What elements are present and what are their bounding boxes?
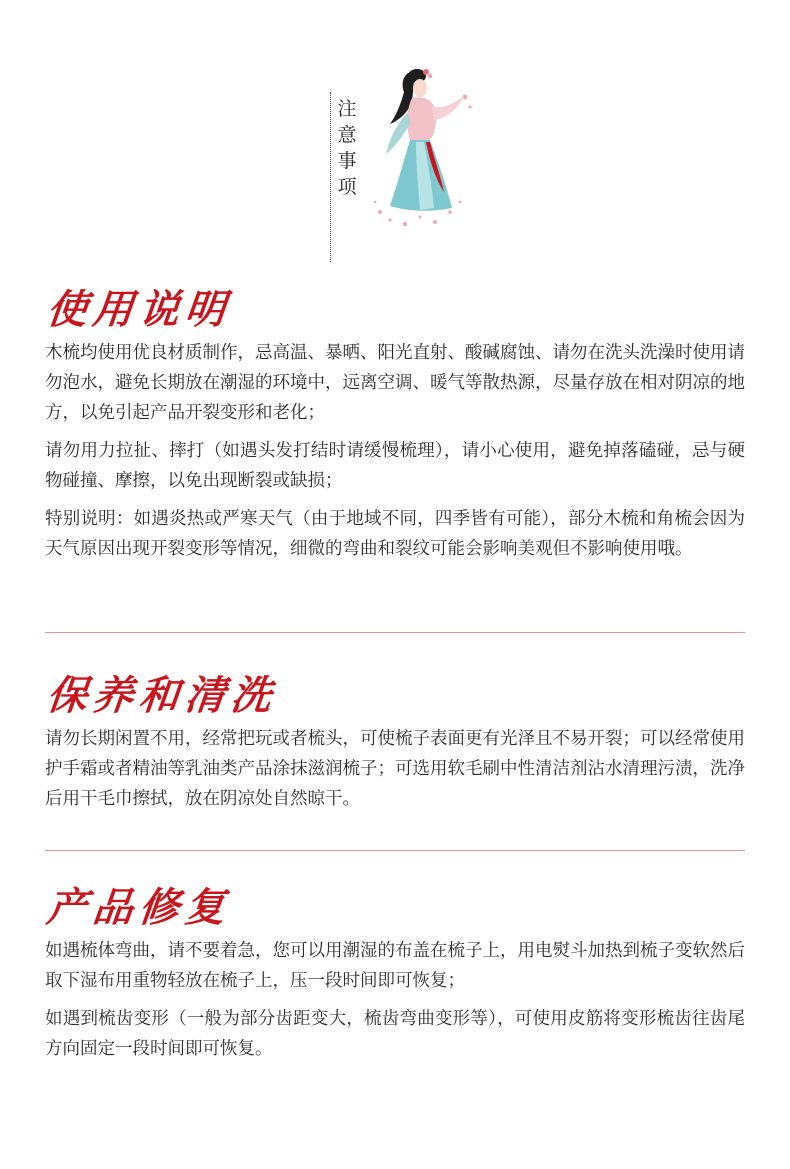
section-divider	[45, 632, 745, 633]
section-divider	[45, 850, 745, 851]
header-vertical-title	[334, 96, 360, 200]
usage-section	[45, 282, 745, 572]
maintenance-paragraph: 请勿长期闲置不用，经常把玩或者梳头，可使梳子表面更有光泽且不易开裂；可以经常使用护手霜或者精油等乳油类产品涂抹滋润梳子；可选用软毛刷中性清洁剂沾水清理污渍，洗净后用干毛巾擦拭，放在阴凉处自然晾干。	[45, 729, 745, 809]
repair-section	[45, 880, 745, 1072]
notice-header	[320, 62, 480, 232]
usage-paragraph: 特别说明：如遇炎热或严寒天气（由于地域不同，四季皆有可能），部分木梳和角梳会因为天气原因出现开裂变形等情况，细微的弯曲和裂纹可能会影响美观但不影响使用哦。	[45, 509, 745, 559]
lady-figure-illustration	[360, 62, 480, 232]
usage-paragraph: 请勿用力拉扯、摔打（如遇头发打结时请缓慢梳理），请小心使用，避免掉落磕碰，忌与硬物碰撞、摩擦，以免出现断裂或缺损；	[45, 441, 745, 491]
usage-paragraph: 木梳均使用优良材质制作，忌高温、暴晒、阳光直射、酸碱腐蚀、请勿在洗头洗澡时使用请勿泡水，避免长期放在潮湿的环境中，远离空调、暖气等散热源，尽量存放在相对阴凉的地方，以免引起产品开裂变形和老化；	[45, 343, 745, 423]
repair-paragraph: 如遇到梳齿变形（一般为部分齿距变大，梳齿弯曲变形等），可使用皮筋将变形梳齿往齿尾方向固定一段时间即可恢复。	[45, 1009, 745, 1059]
repair-section-title: 产品修复	[44, 884, 234, 931]
header-char: 事	[337, 150, 357, 172]
header-dotted-line	[330, 92, 331, 262]
header-char: 项	[337, 176, 357, 198]
header-char: 意	[337, 124, 357, 146]
usage-section-title: 使用说明	[44, 286, 234, 333]
maintenance-section	[45, 668, 745, 822]
repair-paragraph: 如遇梳体弯曲，请不要着急，您可以用潮湿的布盖在梳子上，用电熨斗加热到梳子变软然后取下湿布用重物轻放在梳子上，压一段时间即可恢复；	[45, 941, 745, 991]
maintenance-section-title: 保养和清洗	[44, 672, 280, 719]
header-char: 注	[337, 98, 357, 120]
